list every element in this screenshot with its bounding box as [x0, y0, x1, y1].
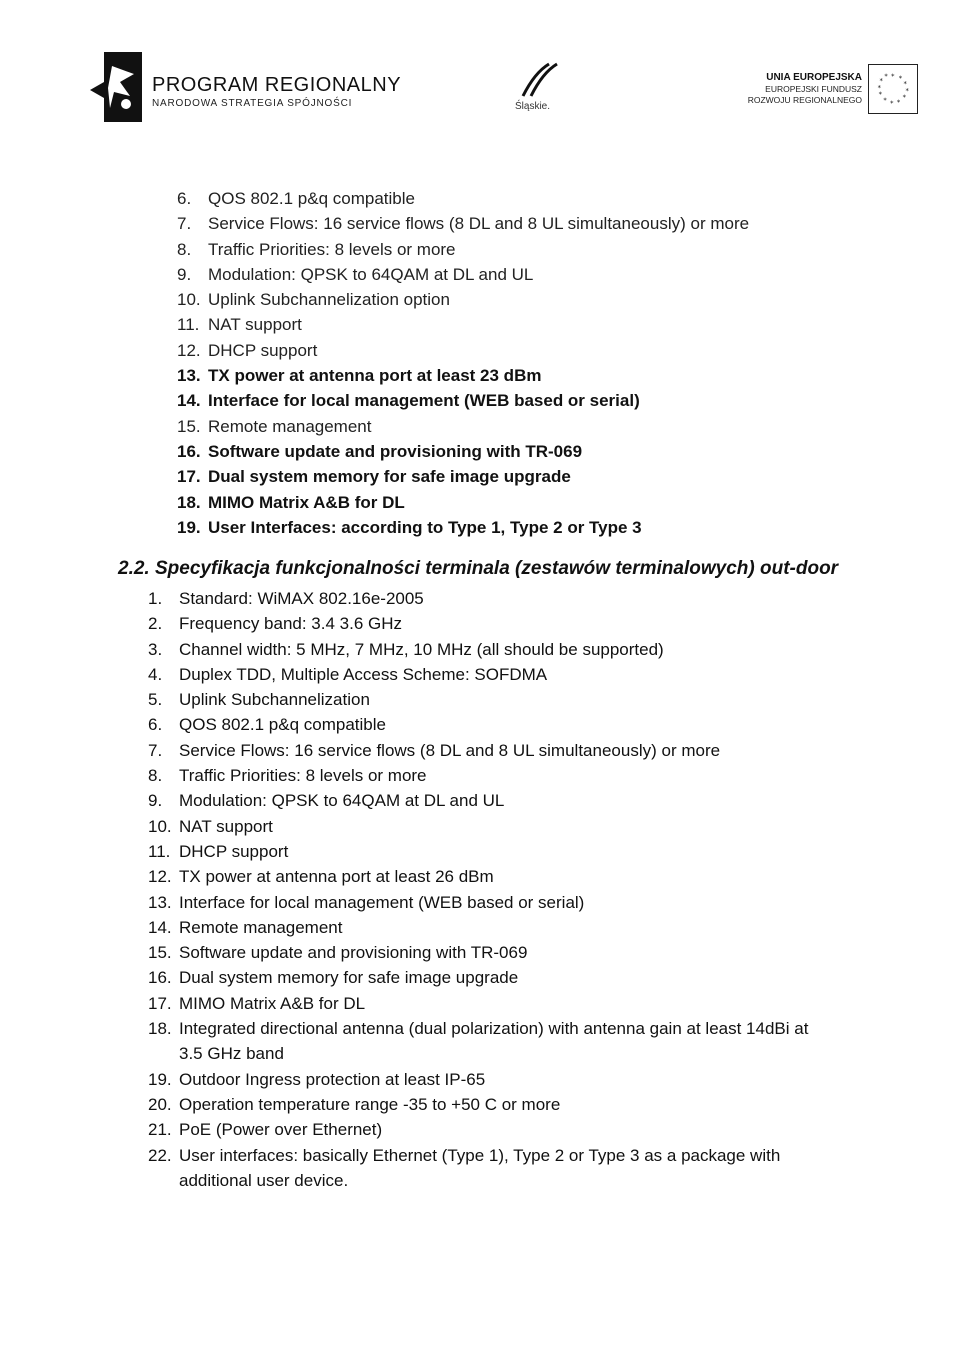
- list-item: [148, 662, 808, 687]
- list-item-text: Interface for local management (WEB based or serial): [208, 391, 640, 411]
- list-item-line: Service Flows: 16 service flows (8 DL and 8 UL simultaneously) or more: [179, 740, 721, 760]
- list-item-text: [179, 991, 365, 1016]
- list-item-text: [179, 814, 273, 839]
- list-item: [148, 991, 808, 1016]
- eu-subtitle-line-1: EUROPEJSKI FUNDUSZ: [765, 84, 862, 94]
- list-item-text: [179, 637, 664, 662]
- list-item-number: 1.: [148, 589, 163, 608]
- list-item-number: 15.: [148, 943, 172, 963]
- program-regionalny-logo-icon: [90, 52, 142, 122]
- list-item-line: Duplex TDD, Multiple Access Scheme: SOFDMA: [179, 664, 548, 684]
- list-item-text: NAT support: [208, 315, 302, 335]
- list-item: [148, 915, 808, 940]
- section-heading: 2.2. Specyfikacja funkcjonalności terminala (zestawów terminalowych) out-door: [118, 558, 839, 579]
- eu-flag-icon: [868, 64, 918, 114]
- list-item-text: Modulation: QPSK to 64QAM at DL and UL: [208, 264, 534, 284]
- list-item-number: 13.: [177, 366, 201, 386]
- list-item: [177, 287, 749, 312]
- list-item: [177, 388, 749, 413]
- list-item-text: [179, 687, 370, 712]
- list-item-text: [179, 1016, 808, 1067]
- list-item: [177, 439, 749, 464]
- svg-text:*: *: [890, 99, 894, 108]
- list-item-number: 10.: [148, 816, 172, 836]
- list-item-line: Frequency band: 3.4 3.6 GHz: [179, 614, 403, 634]
- list-item-number: 14.: [177, 391, 201, 411]
- list-item-number: 19.: [148, 1069, 172, 1089]
- list-item-text: [179, 940, 527, 965]
- list-item: [148, 890, 808, 915]
- list-item: [148, 1092, 808, 1117]
- list-item-number: 4.: [148, 664, 163, 684]
- svg-text:*: *: [884, 72, 888, 81]
- list-item-text: Uplink Subchannelization option: [208, 290, 450, 310]
- terminal-outdoor-spec-list: [148, 586, 808, 1193]
- svg-text:*: *: [903, 80, 907, 89]
- list-item-text: [179, 662, 547, 687]
- list-item-text: [179, 1092, 560, 1117]
- list-item: [177, 515, 749, 540]
- terminal-indoor-spec-list: [177, 186, 749, 540]
- list-item-text: TX power at antenna port at least 23 dBm: [208, 366, 542, 386]
- list-item-text: Remote management: [208, 416, 372, 436]
- list-item-line: Standard: WiMAX 802.16e-2005: [179, 589, 424, 608]
- list-item-number: 17.: [148, 993, 172, 1013]
- list-item-text: [179, 965, 518, 990]
- svg-text:*: *: [898, 74, 903, 83]
- list-item-number: 12.: [177, 340, 201, 360]
- list-item-number: 6.: [148, 715, 163, 735]
- list-item: [148, 712, 808, 737]
- list-item: [148, 738, 808, 763]
- list-item-text: [179, 839, 288, 864]
- list-item-number: 3.: [148, 639, 163, 659]
- slaskie-label: Śląskie.: [515, 101, 551, 112]
- list-item: [177, 363, 749, 388]
- list-item-number: 12.: [148, 867, 172, 887]
- list-item-line: NAT support: [179, 816, 273, 836]
- list-item: [177, 262, 749, 287]
- list-item: [148, 1143, 808, 1194]
- list-item-line: Operation temperature range -35 to +50 C or more: [179, 1094, 561, 1114]
- list-item-number: 16.: [148, 968, 172, 988]
- list-item-line: additional user device.: [179, 1170, 349, 1190]
- page-header: [0, 0, 960, 140]
- eu-subtitle-line-2: ROZWOJU REGIONALNEGO: [747, 95, 862, 105]
- list-item: [148, 940, 808, 965]
- svg-text:*: *: [877, 83, 881, 92]
- list-item: [177, 490, 749, 515]
- program-subtitle: NARODOWA STRATEGIA SPÓJNOŚCI: [152, 98, 353, 109]
- list-item-number: 17.: [177, 467, 201, 487]
- list-item: [177, 312, 749, 337]
- list-item: [177, 464, 749, 489]
- list-item-number: 14.: [148, 917, 172, 937]
- list-item-line: Integrated directional antenna (dual polarization) with antenna gain at least 14dBi at: [179, 1019, 809, 1039]
- list-item-line: Dual system memory for safe image upgrade: [179, 968, 519, 988]
- list-item-number: 9.: [148, 791, 163, 811]
- list-item: [177, 211, 749, 236]
- list-item-number: 13.: [148, 892, 172, 912]
- list-item-line: Software update and provisioning with TR-069: [179, 943, 528, 963]
- list-item-line: Interface for local management (WEB based or serial): [179, 892, 585, 912]
- list-item: [177, 237, 749, 262]
- list-item-text: [179, 1067, 485, 1092]
- list-item-number: 7.: [148, 740, 163, 760]
- svg-text:*: *: [896, 98, 901, 107]
- list-item: [177, 186, 749, 211]
- list-item-number: 19.: [177, 517, 201, 537]
- list-item: [148, 1067, 808, 1092]
- list-item-number: 2.: [148, 614, 163, 634]
- list-item-number: 18.: [148, 1019, 172, 1039]
- list-item-text: Traffic Priorities: 8 levels or more: [208, 239, 456, 259]
- list-item: [148, 839, 808, 864]
- list-item-number: 9.: [177, 264, 192, 284]
- list-item-line: Remote management: [179, 917, 343, 937]
- svg-text:*: *: [878, 90, 882, 99]
- list-item-line: Modulation: QPSK to 64QAM at DL and UL: [179, 791, 505, 811]
- list-item-line: Channel width: 5 MHz, 7 MHz, 10 MHz (all should be supported): [179, 639, 664, 659]
- list-item-number: 15.: [177, 416, 201, 436]
- list-item-line: DHCP support: [179, 841, 289, 861]
- svg-text:*: *: [883, 96, 887, 105]
- svg-text:*: *: [902, 93, 906, 102]
- list-item-line: Uplink Subchannelization: [179, 690, 370, 710]
- list-item-text: [179, 1117, 382, 1142]
- list-item-text: [179, 586, 424, 611]
- list-item-line: 3.5 GHz band: [179, 1044, 284, 1064]
- list-item: [148, 687, 808, 712]
- list-item-number: 5.: [148, 690, 163, 710]
- program-title: PROGRAM REGIONALNY: [152, 74, 402, 96]
- list-item-line: TX power at antenna port at least 26 dBm: [179, 867, 494, 887]
- list-item-line: QOS 802.1 p&q compatible: [179, 715, 386, 735]
- list-item-text: Service Flows: 16 service flows (8 DL and 8 UL simultaneously) or more: [208, 214, 750, 234]
- list-item: [148, 1117, 808, 1142]
- list-item: [148, 586, 808, 611]
- list-item-number: 7.: [177, 214, 192, 234]
- list-item: [148, 763, 808, 788]
- svg-text:*: *: [905, 86, 909, 95]
- list-item-text: [179, 1143, 780, 1194]
- list-item-number: 6.: [177, 189, 192, 208]
- list-item-number: 11.: [177, 315, 200, 335]
- list-item-line: Traffic Priorities: 8 levels or more: [179, 766, 427, 786]
- svg-text:*: *: [891, 72, 895, 81]
- list-item: [148, 864, 808, 889]
- list-item-text: DHCP support: [208, 340, 318, 360]
- list-item: [148, 637, 808, 662]
- list-item-text: QOS 802.1 p&q compatible: [208, 189, 415, 208]
- list-item-number: 8.: [148, 766, 163, 786]
- svg-text:*: *: [879, 77, 883, 86]
- list-item-text: [179, 890, 584, 915]
- list-item-text: [179, 611, 402, 636]
- list-item-text: Software update and provisioning with TR-069: [208, 441, 583, 461]
- list-item-text: MIMO Matrix A&B for DL: [208, 492, 405, 512]
- list-item: [148, 1016, 808, 1067]
- list-item-text: [179, 738, 720, 763]
- list-item: [148, 611, 808, 636]
- list-item-number: 20.: [148, 1094, 172, 1114]
- list-item-text: [179, 864, 494, 889]
- list-item-text: [179, 763, 427, 788]
- list-item-number: 10.: [177, 290, 201, 310]
- list-item-text: [179, 915, 342, 940]
- list-item-number: 8.: [177, 239, 192, 259]
- list-item: [148, 788, 808, 813]
- list-item: [148, 814, 808, 839]
- list-item-text: Dual system memory for safe image upgrade: [208, 467, 571, 487]
- list-item-number: 11.: [148, 841, 171, 861]
- list-item-line: Outdoor Ingress protection at least IP-65: [179, 1069, 486, 1089]
- list-item-number: 22.: [148, 1145, 172, 1165]
- list-item-text: [179, 788, 504, 813]
- list-item: [177, 338, 749, 363]
- list-item: [177, 414, 749, 439]
- list-item-line: PoE (Power over Ethernet): [179, 1120, 383, 1140]
- list-item-line: User interfaces: basically Ethernet (Type 1), Type 2 or Type 3 as a package with: [179, 1145, 781, 1165]
- slaskie-logo-icon: [505, 60, 575, 130]
- list-item-text: User Interfaces: according to Type 1, Type 2 or Type 3: [208, 517, 642, 537]
- list-item-text: [179, 712, 386, 737]
- list-item: [148, 965, 808, 990]
- eu-title: UNIA EUROPEJSKA: [766, 72, 862, 83]
- list-item-number: 16.: [177, 441, 201, 461]
- eu-subtitle: [748, 84, 862, 106]
- list-item-number: 18.: [177, 492, 201, 512]
- list-item-number: 21.: [148, 1120, 172, 1140]
- list-item-line: MIMO Matrix A&B for DL: [179, 993, 366, 1013]
